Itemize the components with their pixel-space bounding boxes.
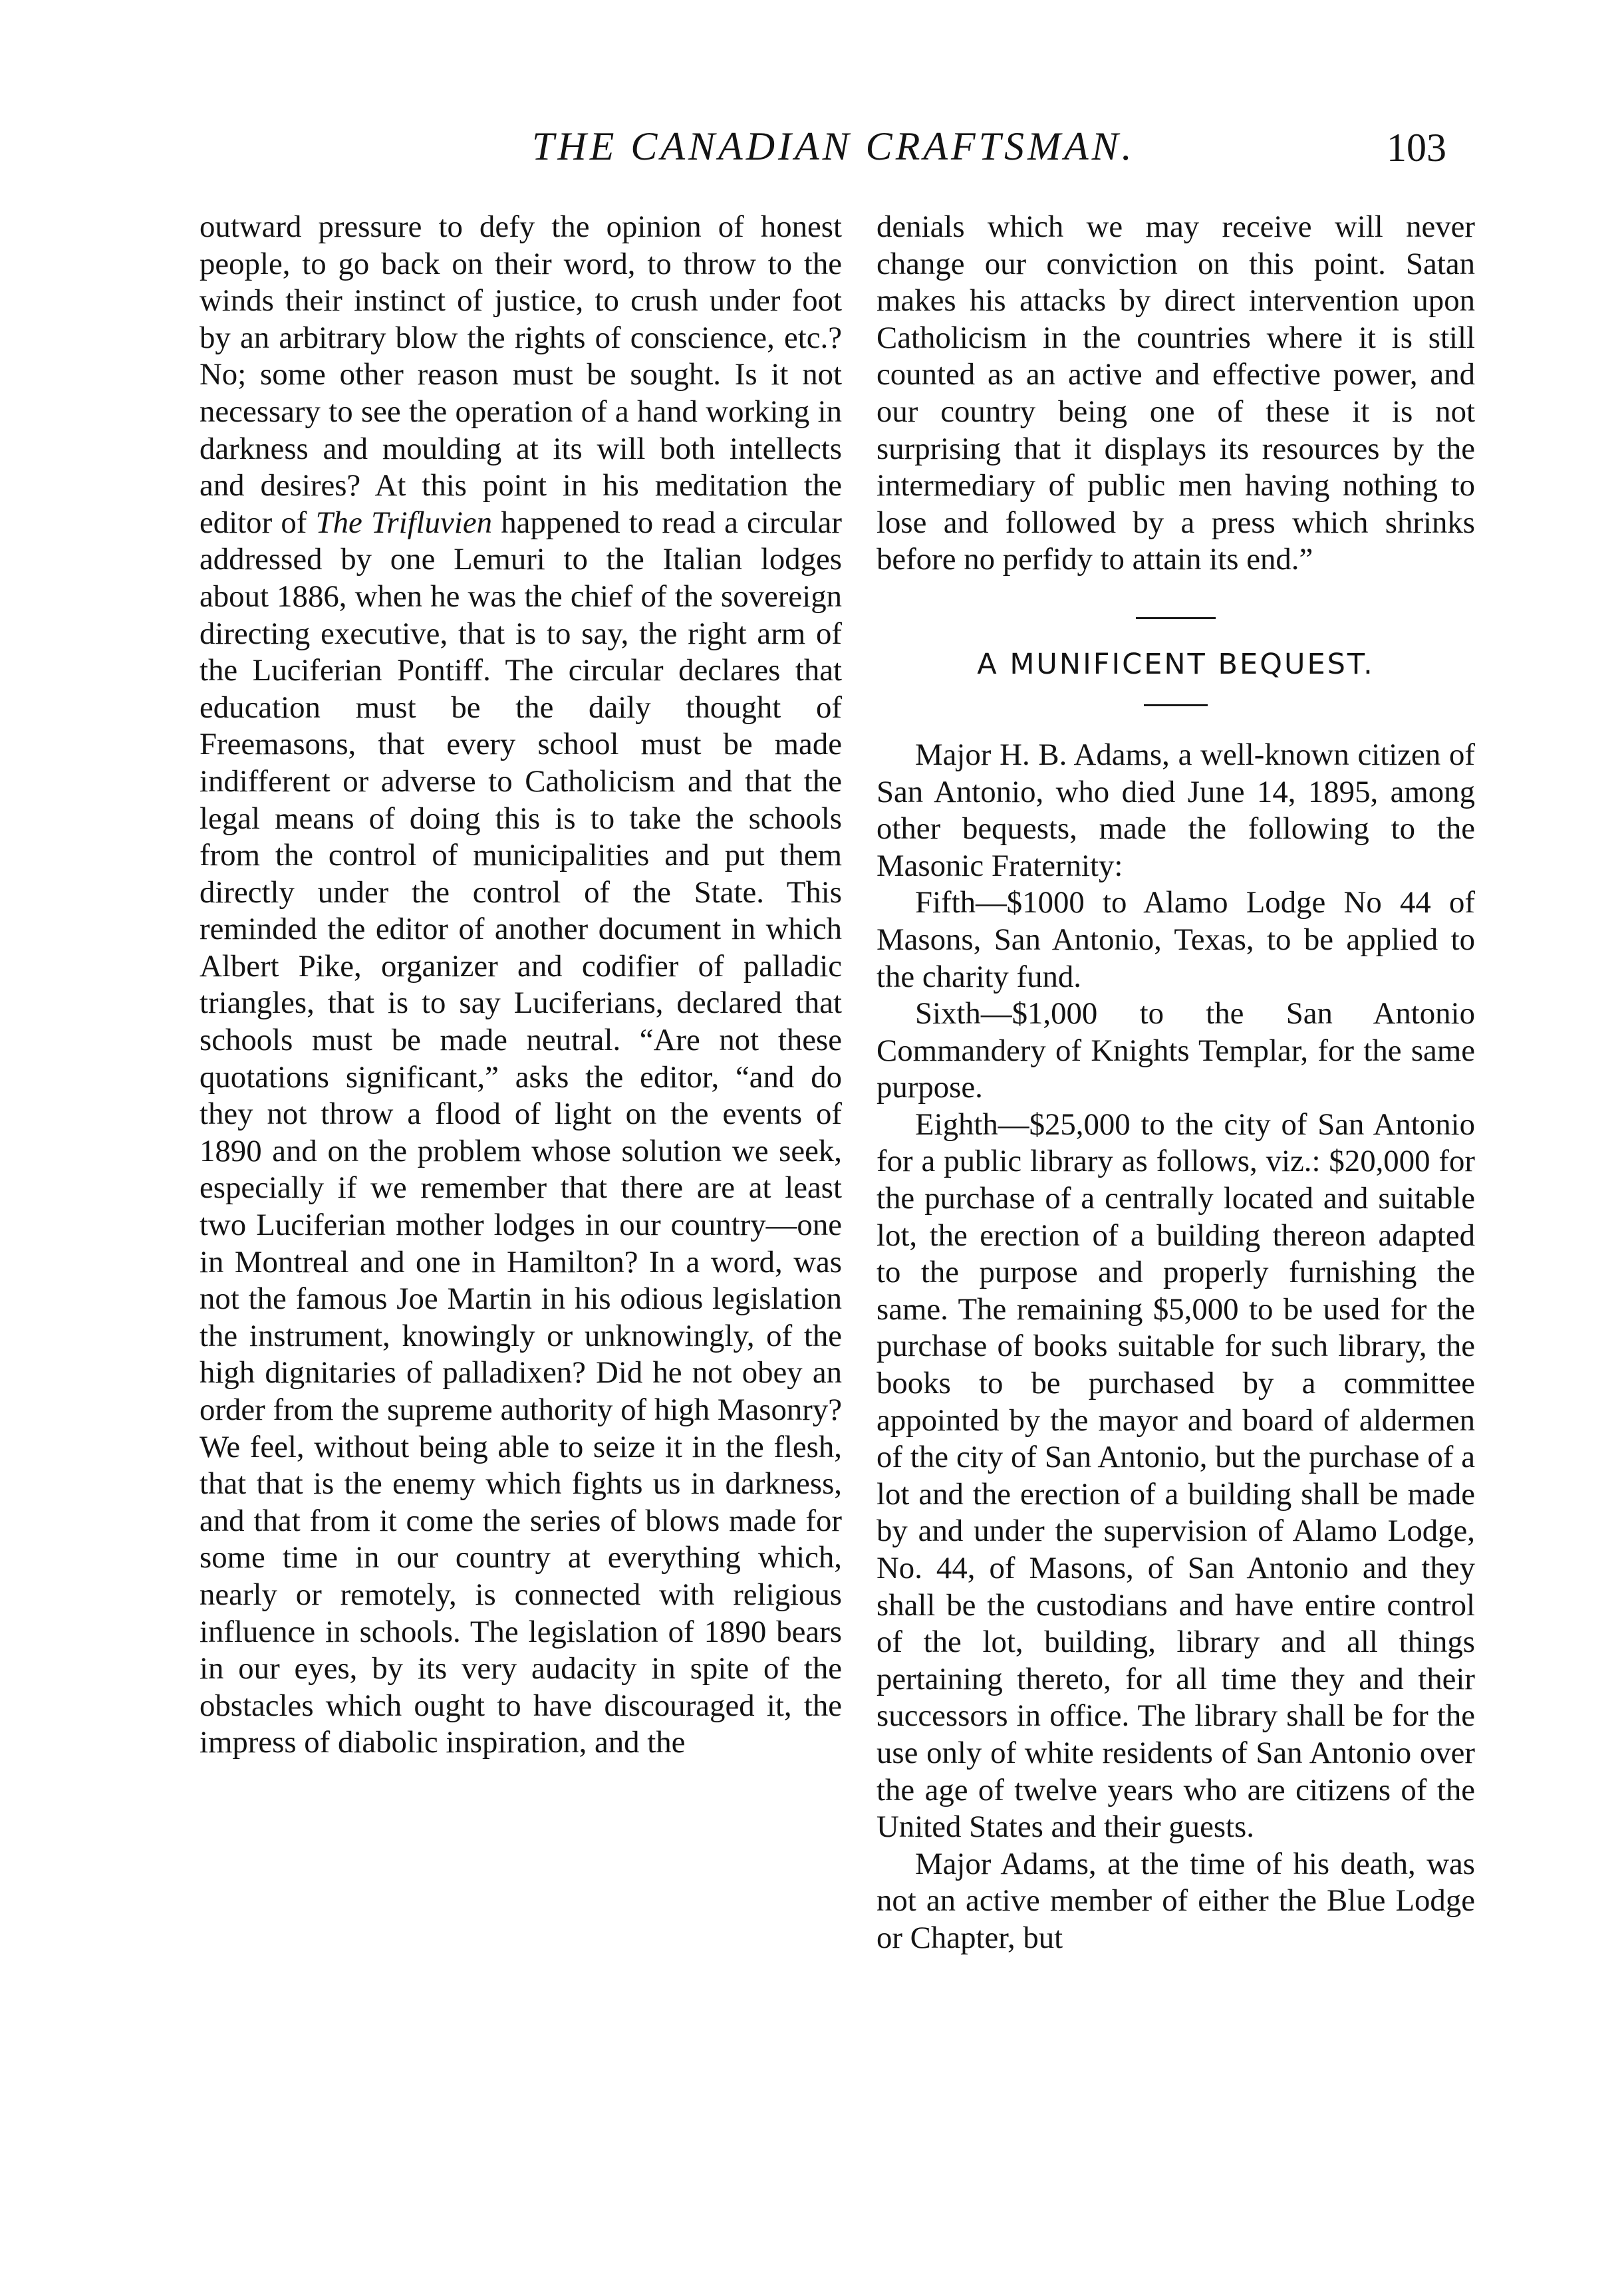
- bequest-item: Fifth—$1000 to Alamo Lodge No 44 of Masons, San Antonio, Texas, to be applied to the charity fund.: [877, 885, 1475, 994]
- running-head: [0, 124, 1624, 177]
- paragraph-text: happened to read a circular addressed by one Lemuri to the Italian lodges about 1886, when he was the chief of the sovereign directing executive, that is to say, the right arm of the Luciferian Pontiff. The circular declares that education must be the daily thought of Freemasons, that every school must be made indifferent or adverse to Catholicism and that the legal means of doing this is to take the schools from the control of municipalities and put them directly under the control of the State. This reminded the editor of another document in which Albert Pike, organizer and codifier of palladic triangles, that is to say Luciferians, declared that schools must be made neutral. “Are not these quotations significant,” asks the editor, “and do they not throw a flood of light on the events of 1890 and on the problem whose solution we seek, especially if we remember that there are at least two Luciferian mother lodges in our country—one in Montreal and one in Hamilton? In a word, was not the famous Joe Martin in his odious legislation the instrument, knowingly or unknowingly, of the high dignitaries of palladixen? Did he not obey an order from the supreme authority of high Masonry? We feel, without being able to seize it in the flesh, that that is the enemy which fights us in darkness, and that from it come the series of blows made for some time in our country at everything which, nearly or remotely, is connected with religious influence in schools. The legislation of 1890 bears in our eyes, by its very audacity in spite of the obstacles which ought to have discouraged it, the impress of diabolic inspiration, and the: [200, 505, 842, 1760]
- continued-paragraph: denials which we may receive will never change our conviction on this point. Satan makes his attacks by direct intervention upon Catholicism in the countries where it is still counted as an active and effective power, and our country being one of these it is not surprising that it displays its resources by the intermediary of public men having nothing to lose and followed by a press which shrinks before no perfidy to attain its end.”: [877, 209, 1475, 577]
- section-divider: [1136, 617, 1216, 619]
- left-column: [200, 209, 842, 1762]
- newspaper-title: The Trifluvien: [315, 505, 492, 540]
- article-paragraph: Major Adams, at the time of his death, was not an active member of either the Blue Lodge or Chapter, but: [877, 1846, 1475, 1955]
- paragraph-text: outward pressure to defy the opinion of honest people, to go back on their word, to throw to the winds their instinct of justice, to crush under foot by an arbitrary blow the rights of conscience, etc.? No; some other reason must be sought. Is it not necessary to see the operation of a hand working in darkness and moulding at its will both intellects and desires? At this point in his meditation the editor of: [200, 209, 842, 540]
- journal-title: THE CANADIAN CRAFTSMAN.: [532, 124, 1135, 168]
- continued-paragraph: [200, 209, 842, 1762]
- page-number: 103: [1387, 126, 1446, 170]
- bequest-item: Eighth—$25,000 to the city of San Antonio for a public library as follows, viz.: $20,000 for the purchase of a centrally located and suitable lot, the erection of a building thereon adapted to the purpose and properly furnishing the same. The remaining $5,000 to be used for the purchase of books suitable for such library, the books to be purchased by a committee appointed by the mayor and board of aldermen of the city of San Antonio, but the purchase of a lot and the erection of a building shall be made by and under the supervision of Alamo Lodge, No. 44, of Masons, of San Antonio and they shall be the custodians and have entire control of the lot, building, library and all things pertaining thereto, for all time they and their successors in office. The library shall be for the use only of white residents of San Antonio over the age of twelve years who are citizens of the United States and their guests.: [877, 1107, 1475, 1845]
- right-column: [877, 209, 1475, 1957]
- bequest-item: Sixth—$1,000 to the San Antonio Commandery of Knights Templar, for the same purpose.: [877, 996, 1475, 1105]
- article-heading: A MUNIFICENT BEQUEST.: [977, 647, 1375, 681]
- section-divider: [1144, 704, 1208, 706]
- article-paragraph: Major H. B. Adams, a well-known citizen of San Antonio, who died June 14, 1895, among other bequests, made the following to the Masonic Fraternity:: [877, 737, 1475, 883]
